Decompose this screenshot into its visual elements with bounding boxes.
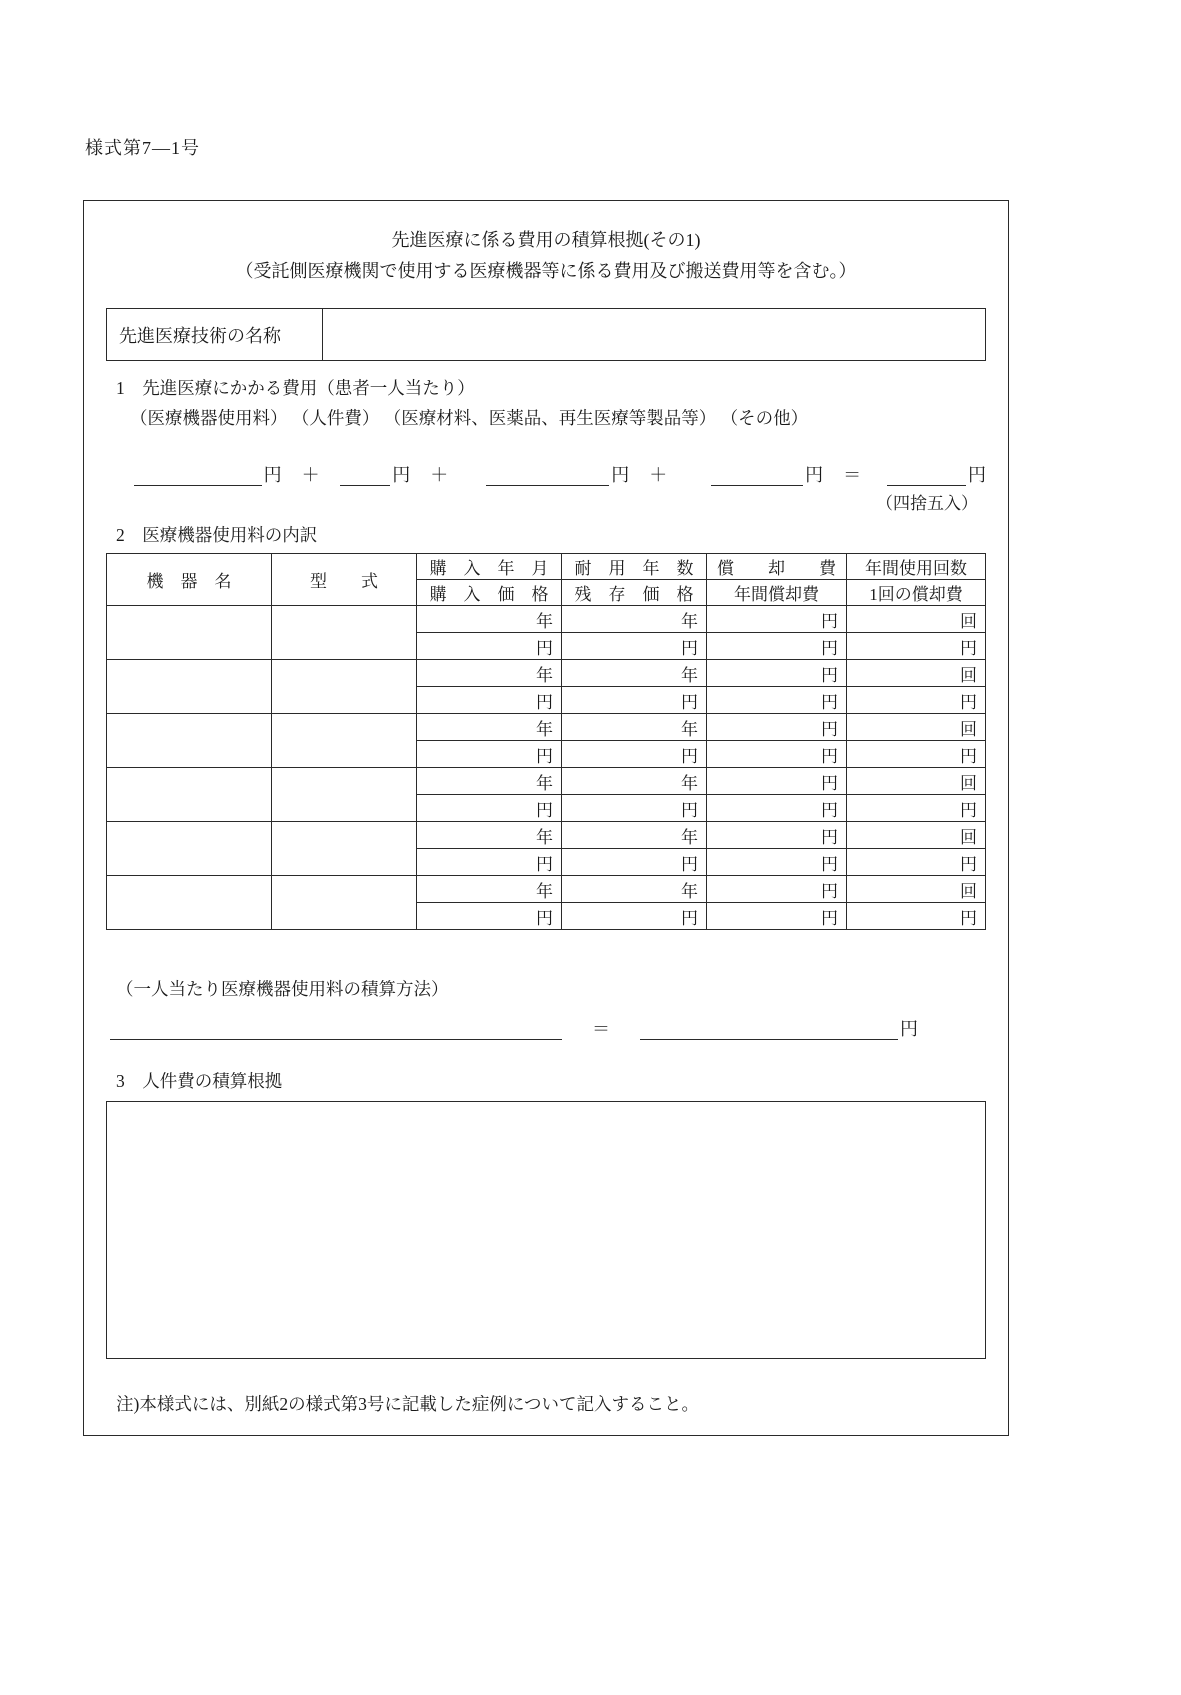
rounding-note: （四捨五入） bbox=[876, 494, 978, 513]
purchase-date-cell[interactable]: 年 bbox=[417, 660, 562, 687]
yen-unit: 円 bbox=[263, 465, 282, 486]
durable-years-cell[interactable]: 年 bbox=[562, 768, 707, 795]
device-name-cell[interactable] bbox=[107, 822, 272, 876]
col-header-annual-depreciation: 年間償却費 bbox=[707, 580, 847, 606]
plus-operator: ＋ bbox=[301, 465, 320, 486]
section1-heading: 1 先進医療にかかる費用（患者一人当たり） bbox=[116, 378, 475, 398]
col-header-per-use-depreciation: 1回の償却費 bbox=[847, 580, 986, 606]
technology-name-field[interactable] bbox=[323, 309, 986, 361]
depreciation-cell[interactable]: 円 bbox=[707, 768, 847, 795]
yen-unit: 円 bbox=[805, 465, 824, 486]
cost-formula-row bbox=[106, 463, 986, 486]
residual-value-cell[interactable]: 円 bbox=[562, 633, 707, 660]
equals-operator: ＝ bbox=[592, 1019, 610, 1040]
residual-value-cell[interactable]: 円 bbox=[562, 687, 707, 714]
form-number: 様式第7―1号 bbox=[85, 138, 200, 158]
device-name-cell[interactable] bbox=[107, 660, 272, 714]
per-use-depreciation-cell[interactable]: 円 bbox=[847, 633, 986, 660]
section2-heading: 2 医療機器使用料の内訳 bbox=[116, 525, 318, 545]
depreciation-cell[interactable]: 円 bbox=[707, 660, 847, 687]
purchase-date-cell[interactable]: 年 bbox=[417, 606, 562, 633]
residual-value-cell[interactable]: 円 bbox=[562, 795, 707, 822]
durable-years-cell[interactable]: 年 bbox=[562, 714, 707, 741]
yen-unit: 円 bbox=[611, 465, 630, 486]
residual-value-cell[interactable]: 円 bbox=[562, 849, 707, 876]
model-cell[interactable] bbox=[272, 876, 417, 930]
col-header-residual-value: 残 存 価 格 bbox=[562, 580, 707, 606]
model-cell[interactable] bbox=[272, 606, 417, 660]
yen-unit: 円 bbox=[392, 465, 411, 486]
device-name-cell[interactable] bbox=[107, 714, 272, 768]
annual-usage-cell[interactable]: 回 bbox=[847, 606, 986, 633]
technology-name-table bbox=[106, 308, 986, 361]
yen-unit: 円 bbox=[900, 1019, 918, 1040]
annual-usage-cell[interactable]: 回 bbox=[847, 660, 986, 687]
purchase-price-cell[interactable]: 円 bbox=[417, 903, 562, 930]
col-header-durable-years: 耐 用 年 数 bbox=[562, 554, 707, 580]
device-name-cell[interactable] bbox=[107, 876, 272, 930]
col-header-annual-usage: 年間使用回数 bbox=[847, 554, 986, 580]
annual-depreciation-cell[interactable]: 円 bbox=[707, 903, 847, 930]
equals-operator: ＝ bbox=[843, 465, 862, 486]
per-use-depreciation-cell[interactable]: 円 bbox=[847, 741, 986, 768]
per-use-depreciation-cell[interactable]: 円 bbox=[847, 903, 986, 930]
personnel-cost-basis-box[interactable] bbox=[106, 1101, 986, 1359]
total-fee-blank[interactable] bbox=[887, 463, 966, 486]
device-usage-table bbox=[106, 553, 986, 930]
purchase-date-cell[interactable]: 年 bbox=[417, 714, 562, 741]
footer-note: 注)本様式には、別紙2の様式第3号に記載した症例について記入すること。 bbox=[116, 1394, 699, 1414]
residual-value-cell[interactable]: 円 bbox=[562, 903, 707, 930]
form-subtitle: （受託側医療機関で使用する医療機器等に係る費用及び搬送費用等を含む。） bbox=[235, 261, 857, 281]
technology-name-label: 先進医療技術の名称 bbox=[107, 309, 323, 361]
purchase-date-cell[interactable]: 年 bbox=[417, 822, 562, 849]
col-header-depreciation: 償 却 費 bbox=[707, 554, 847, 580]
method-label: （一人当たり医療機器使用料の積算方法） bbox=[116, 979, 449, 999]
method-expression-blank[interactable] bbox=[110, 1017, 562, 1040]
purchase-price-cell[interactable]: 円 bbox=[417, 741, 562, 768]
annual-usage-cell[interactable]: 回 bbox=[847, 768, 986, 795]
purchase-price-cell[interactable]: 円 bbox=[417, 633, 562, 660]
annual-usage-cell[interactable]: 回 bbox=[847, 822, 986, 849]
plus-operator: ＋ bbox=[649, 465, 668, 486]
model-cell[interactable] bbox=[272, 822, 417, 876]
materials-fee-blank[interactable] bbox=[486, 463, 609, 486]
section1-subheading: （医療機器使用料） （人件費） （医療材料、医薬品、再生医療等製品等） （その他） bbox=[130, 408, 809, 428]
yen-unit: 円 bbox=[968, 465, 986, 486]
annual-depreciation-cell[interactable]: 円 bbox=[707, 633, 847, 660]
depreciation-cell[interactable]: 円 bbox=[707, 822, 847, 849]
annual-usage-cell[interactable]: 回 bbox=[847, 714, 986, 741]
device-fee-blank[interactable] bbox=[134, 463, 262, 486]
depreciation-cell[interactable]: 円 bbox=[707, 876, 847, 903]
purchase-price-cell[interactable]: 円 bbox=[417, 687, 562, 714]
depreciation-cell[interactable]: 円 bbox=[707, 714, 847, 741]
method-formula-row bbox=[106, 1017, 986, 1040]
col-header-device-name: 機 器 名 bbox=[107, 554, 272, 606]
model-cell[interactable] bbox=[272, 660, 417, 714]
device-name-cell[interactable] bbox=[107, 606, 272, 660]
depreciation-cell[interactable]: 円 bbox=[707, 606, 847, 633]
personnel-fee-blank[interactable] bbox=[340, 463, 391, 486]
method-result-blank[interactable] bbox=[640, 1017, 898, 1040]
per-use-depreciation-cell[interactable]: 円 bbox=[847, 849, 986, 876]
purchase-date-cell[interactable]: 年 bbox=[417, 768, 562, 795]
col-header-model: 型 式 bbox=[272, 554, 417, 606]
purchase-price-cell[interactable]: 円 bbox=[417, 795, 562, 822]
main-form-box bbox=[83, 200, 1009, 1436]
other-fee-blank[interactable] bbox=[711, 463, 803, 486]
annual-usage-cell[interactable]: 回 bbox=[847, 876, 986, 903]
device-name-cell[interactable] bbox=[107, 768, 272, 822]
form-title: 先進医療に係る費用の積算根拠(その1) bbox=[391, 230, 701, 250]
col-header-purchase-date: 購 入 年 月 bbox=[417, 554, 562, 580]
annual-depreciation-cell[interactable]: 円 bbox=[707, 795, 847, 822]
purchase-price-cell[interactable]: 円 bbox=[417, 849, 562, 876]
model-cell[interactable] bbox=[272, 714, 417, 768]
annual-depreciation-cell[interactable]: 円 bbox=[707, 849, 847, 876]
plus-operator: ＋ bbox=[430, 465, 449, 486]
purchase-date-cell[interactable]: 年 bbox=[417, 876, 562, 903]
durable-years-cell[interactable]: 年 bbox=[562, 822, 707, 849]
durable-years-cell[interactable]: 年 bbox=[562, 606, 707, 633]
residual-value-cell[interactable]: 円 bbox=[562, 741, 707, 768]
col-header-purchase-price: 購 入 価 格 bbox=[417, 580, 562, 606]
annual-depreciation-cell[interactable]: 円 bbox=[707, 741, 847, 768]
per-use-depreciation-cell[interactable]: 円 bbox=[847, 795, 986, 822]
section3-heading: 3 人件費の積算根拠 bbox=[116, 1071, 283, 1091]
durable-years-cell[interactable]: 年 bbox=[562, 660, 707, 687]
annual-depreciation-cell[interactable]: 円 bbox=[707, 687, 847, 714]
durable-years-cell[interactable]: 年 bbox=[562, 876, 707, 903]
per-use-depreciation-cell[interactable]: 円 bbox=[847, 687, 986, 714]
model-cell[interactable] bbox=[272, 768, 417, 822]
